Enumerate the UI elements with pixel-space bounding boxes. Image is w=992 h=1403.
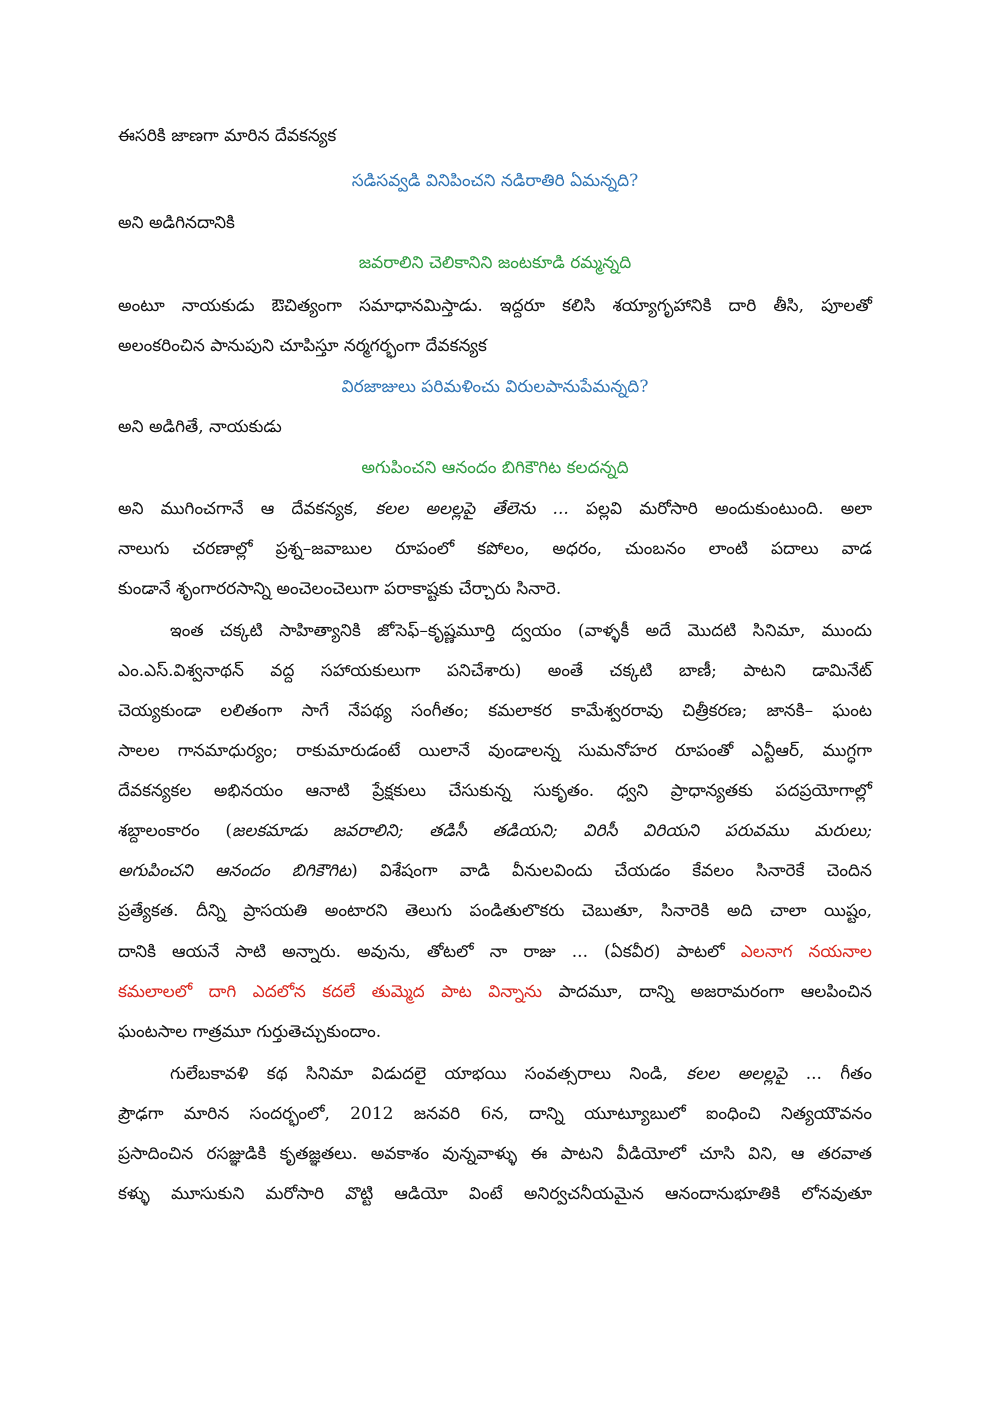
verse-line-blue: విరజాజులు పరిమళించు విరులపానుపేమన్నది? (341, 377, 649, 397)
paragraph-line: నాలుగు చరణాల్లో ప్రశ్న–జవాబుల రూపంలో కపోలం, అధరం, చుంబనం లాంటి పదాలు వాడ (118, 539, 872, 559)
text-run: ... గీతం (805, 1064, 873, 1084)
italic-example: అగుపించని ఆనందం బిగికౌగిట (118, 861, 352, 881)
paragraph-line (118, 940, 872, 964)
paragraph-line (118, 980, 872, 1004)
paragraph-line: అని అడిగితే, నాయకుడు (118, 417, 282, 437)
verse-line-blue: సడిసవ్వడి వినిపించని నడిరాతిరి ఏమన్నది? (351, 171, 639, 191)
paragraph-line (118, 1062, 872, 1086)
paragraph-line: ఇంత చక్కటి సాహిత్యానికి జోసెఫ్–కృష్ణమూర్తి ద్వయం (వాళ్ళకీ అదే మొదటి సినిమా, ముందు (170, 621, 872, 641)
paragraph-line: కళ్ళు మూసుకుని మరోసారి వొట్టి ఆడియో వింటే అనిర్వచనీయమైన ఆనందానుభూతికి లోనవుతూ (118, 1184, 872, 1204)
paragraph-line (118, 497, 872, 521)
paragraph-line: ప్రసాదించిన రసజ్ఞుడికి కృతజ్ఞతలు. అవకాశం వున్నవాళ్ళు ఈ పాటని వీడియోలో చూసి విని, ఆ తరవాత (118, 1144, 872, 1164)
text-run: గులేబకావళి కథ సినిమా విడుదలై యాభయి సంవత్సరాలు నిండి, (170, 1064, 668, 1084)
paragraph-line: చెయ్యకుండా లలితంగా సాగే నేపథ్య సంగీతం; కమలాకర కామేశ్వరరావు చిత్రీకరణ; జానకి– ఘంట (118, 701, 872, 721)
paragraph-line: ఎం.ఎస్.విశ్వనాథన్ వద్ద సహాయకులుగా పనిచేశారు) అంతే చక్కటి బాణీ; పాటని డామినేట్ (118, 661, 872, 681)
text-run: పల్లవి మరోసారి అందుకుంటుంది. అలా (585, 499, 873, 519)
paragraph-line: కుండానే శృంగారరసాన్ని అంచెలంచెలుగా పరాకాష్టకు చేర్చారు సినారె. (118, 579, 562, 599)
paragraph-line: ప్రత్యేకత. దీన్ని ప్రాసయతి అంటారని తెలుగు పండితులొకరు చెబుతూ, సినారెకి అది చాలా యిష్టం, (118, 901, 872, 921)
text-run: ) విశేషంగా వాడి వీనులవిందు చేయడం కేవలం సినారెకే చెందిన (351, 861, 872, 881)
text-run: పాదమూ, దాన్ని అజరామరంగా ఆలపించిన (558, 982, 872, 1002)
paragraph-line: సాలల గానమాధుర్యం; రాకుమారుడంటే యిలానే వుండాలన్న సుమనోహర రూపంతో ఎన్టీఆర్, ముగ్ధగా (118, 741, 872, 761)
italic-title: కలల అలల్లపై (686, 1064, 788, 1084)
paragraph-line: ప్రౌఢగా మారిన సందర్భంలో, 2012 జనవరి 6న, దాన్ని యూట్యూబులో ఐంధించి నిత్యయౌవనం (118, 1104, 872, 1124)
paragraph-line: ఈసరికి జాణగా మారిన దేవకన్యక (118, 126, 337, 146)
text-run: శబ్దాలంకారం ( (118, 821, 232, 841)
paragraph-line (118, 819, 872, 843)
paragraph-line: అలంకరించిన పానుపుని చూపిస్తూ నర్మగర్భంగా దేవకన్యక (118, 336, 487, 356)
paragraph-line (118, 859, 872, 883)
red-highlight: ఎలనాగ నయనాల (740, 942, 872, 962)
red-highlight: కమలాలలో దాగి ఎదలోన కదలే తుమ్మెద పాట విన్నాను (118, 982, 542, 1002)
paragraph-line: ఘంటసాల గాత్రమూ గుర్తుతెచ్చుకుందాం. (118, 1022, 382, 1042)
text-run: అని ముగించగానే ఆ దేవకన్యక, (118, 499, 359, 519)
text-run: దానికి ఆయనే సాటి అన్నారు. అవును, తోటలో నా రాజు ... (ఏకవీర) పాటలో (118, 942, 725, 962)
paragraph-line: అంటూ నాయకుడు ఔచిత్యంగా సమాధానమిస్తాడు. ఇద్దరూ కలిసి శయ్యాగృహానికి దారి తీసి, పూలతో (118, 296, 872, 316)
verse-line-green: జవరాలిని చెలికానిని జంటకూడి రమ్మన్నది (358, 253, 632, 273)
verse-line-green: అగుపించని ఆనందం బిగికౌగిట కలదన్నది (361, 458, 629, 478)
paragraph-line: దేవకన్యకల అభినయం ఆనాటి ప్రేక్షకులు చేసుకున్న సుకృతం. ధ్వని ప్రాధాన్యతకు పదప్రయోగాల్లో (118, 781, 872, 801)
italic-title: కలల అలల్లపై తేలెను ... (375, 499, 569, 519)
italic-example: జలకమాడు జవరాలిని; తడిసీ తడియని; విరిసీ విరియని పరువము మరులు; (231, 821, 872, 841)
paragraph-line: అని అడిగినదానికి (118, 213, 235, 233)
